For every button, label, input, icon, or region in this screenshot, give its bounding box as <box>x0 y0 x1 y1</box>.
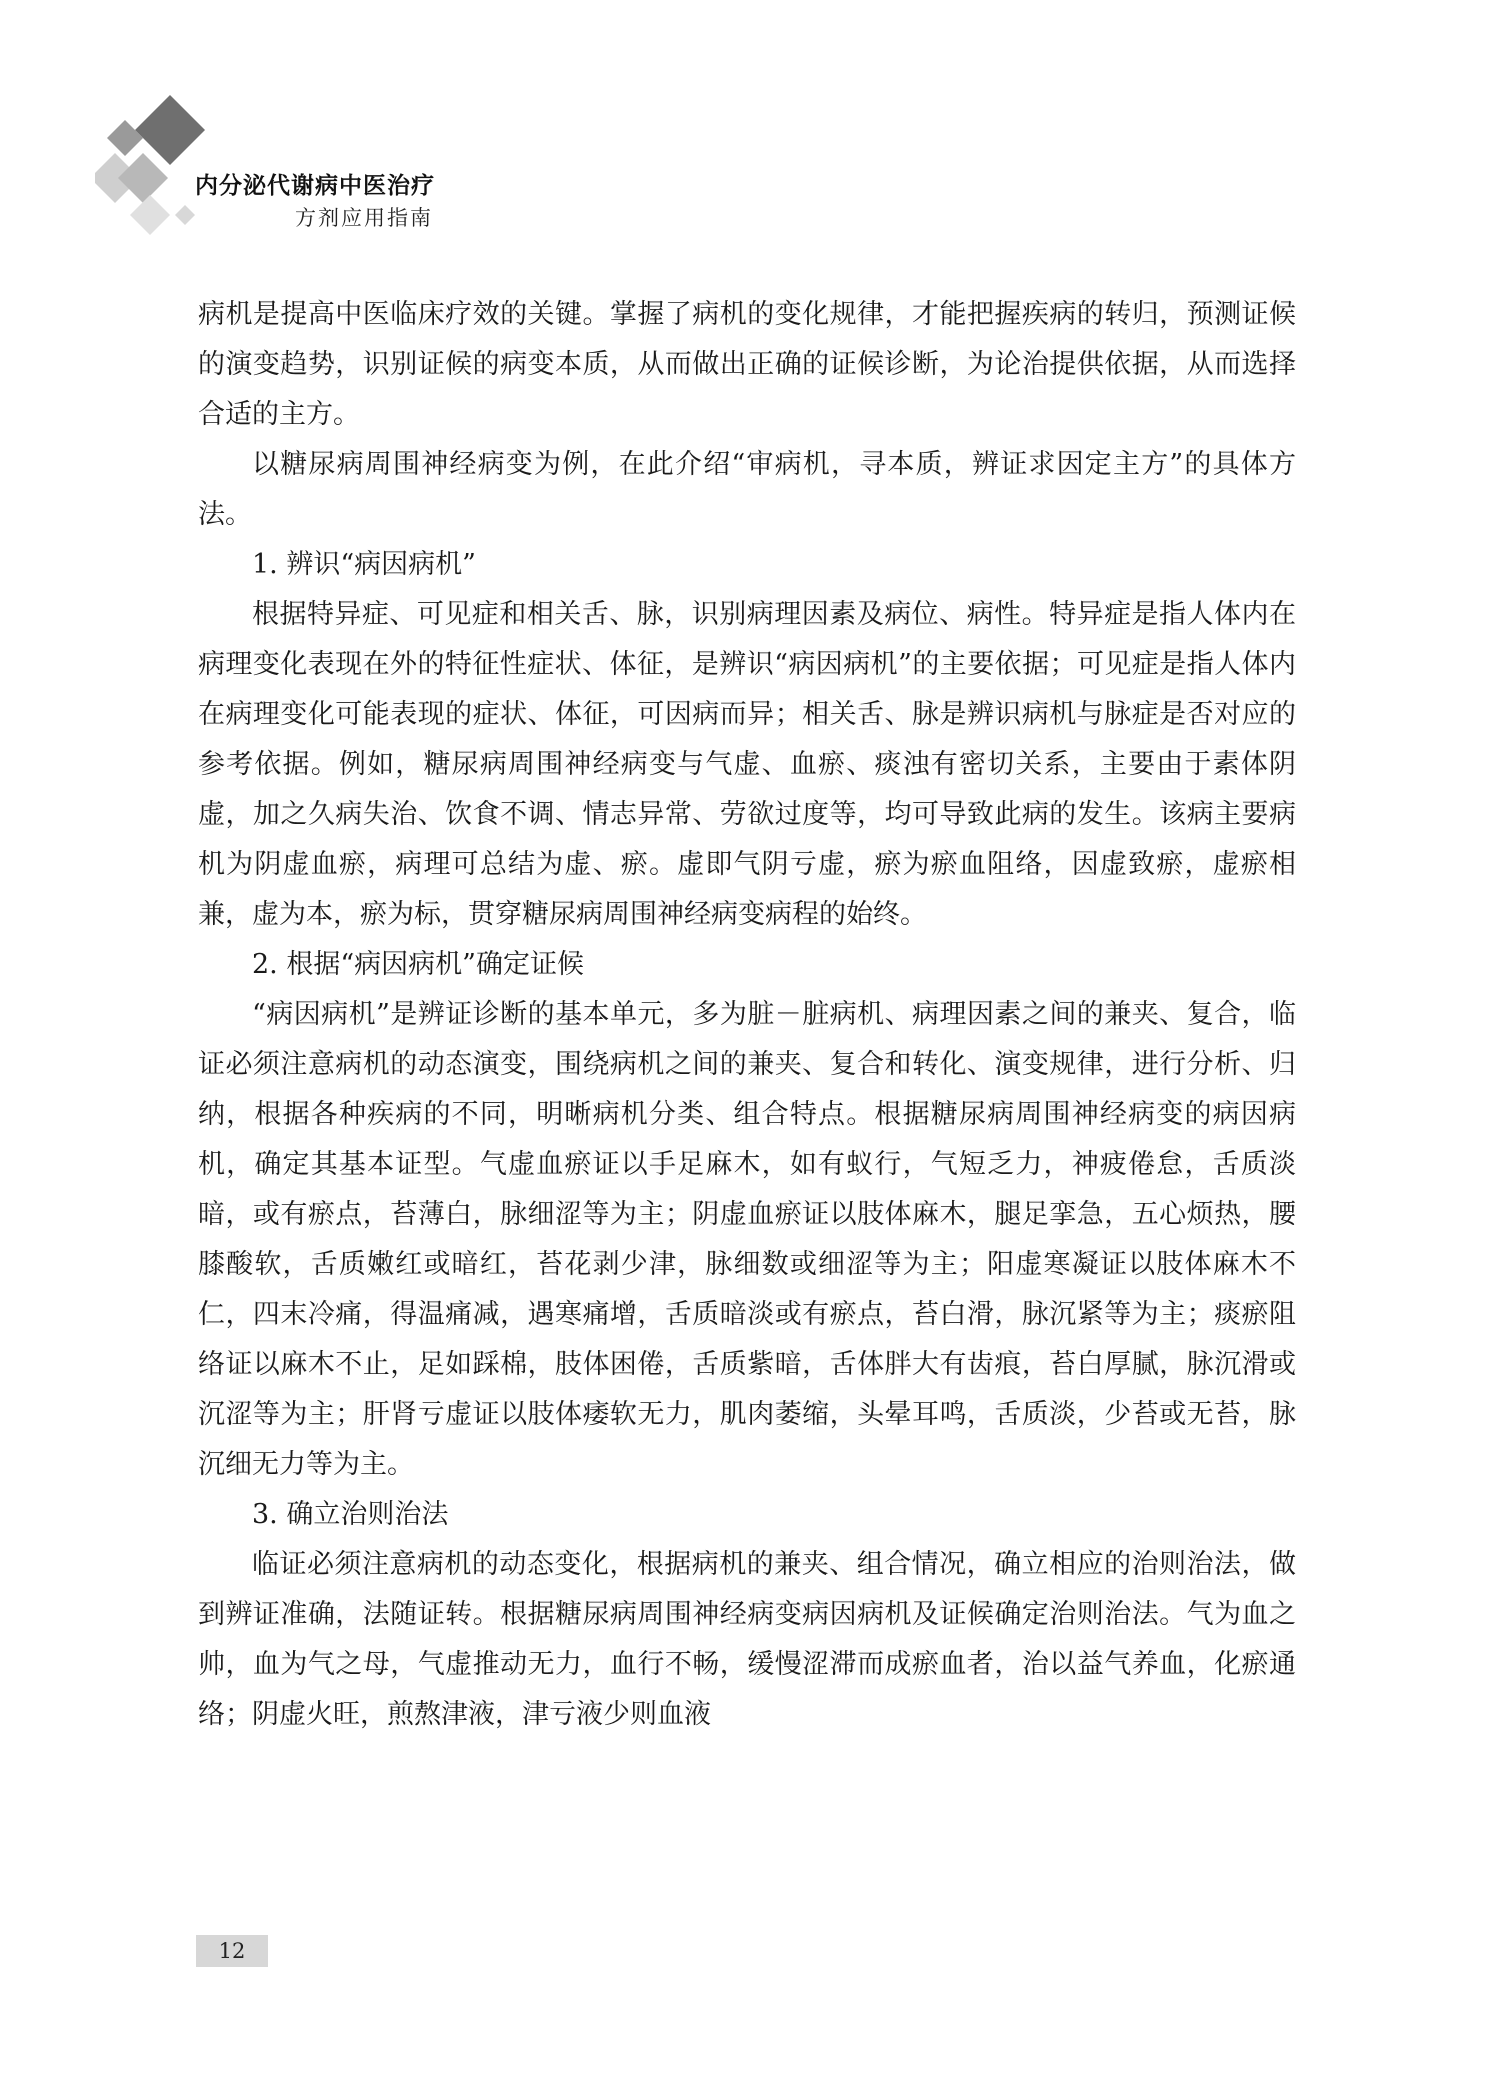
book-title: 内分泌代谢病中医治疗 <box>195 173 435 199</box>
section-heading: 1. 辨识“病因病机” <box>252 549 476 580</box>
body-paragraph: 以糖尿病周围神经病变为例，在此介绍“审病机，寻本质，辨证求因定主方”的具体方法。 <box>198 449 1296 530</box>
page-number: 12 <box>196 1935 268 1967</box>
page-body <box>198 290 1296 1740</box>
body-paragraph: 根据特异症、可见症和相关舌、脉，识别病理因素及病位、病性。特异症是指人体内在病理变化表现在外的特征性症状、体征，是辨识“病因病机”的主要依据；可见症是指人体内在病理变化可能表现的症状、体征，可因病而异；相关舌、脉是辨识病机与脉症是否对应的参考依据。例如，糖尿病周围神经病变与气虚、血瘀、痰浊有密切关系，主要由于素体阴虚，加之久病失治、饮食不调、情志异常、劳欲过度等，均可导致此病的发生。该病主要病机为阴虚血瘀，病理可总结为虚、瘀。虚即气阴亏虚，瘀为瘀血阻络，因虚致瘀，虚瘀相兼，虚为本，瘀为标，贯穿糖尿病周围神经病变病程的始终。 <box>198 599 1296 930</box>
running-header <box>195 170 455 234</box>
body-paragraph: 临证必须注意病机的动态变化，根据病机的兼夹、组合情况，确立相应的治则治法，做到辨证准确，法随证转。根据糖尿病周围神经病变病因病机及证候确定治则治法。气为血之帅，血为气之母，气虚推动无力，血行不畅，缓慢涩滞而成瘀血者，治以益气养血，化瘀通络；阴虚火旺，煎熬津液，津亏液少则血液 <box>198 1549 1296 1730</box>
book-subtitle: 方剂应用指南 <box>295 206 433 230</box>
section-heading: 3. 确立治则治法 <box>252 1499 449 1530</box>
body-paragraph: 病机是提高中医临床疗效的关键。掌握了病机的变化规律，才能把握疾病的转归，预测证候的演变趋势，识别证候的病变本质，从而做出正确的证候诊断，为论治提供依据，从而选择合适的主方。 <box>198 299 1296 430</box>
section-heading: 2. 根据“病因病机”确定证候 <box>252 949 584 980</box>
body-paragraph: “病因病机”是辨证诊断的基本单元，多为脏－脏病机、病理因素之间的兼夹、复合，临证必须注意病机的动态演变，围绕病机之间的兼夹、复合和转化、演变规律，进行分析、归纳，根据各种疾病的不同，明晰病机分类、组合特点。根据糖尿病周围神经病变的病因病机，确定其基本证型。气虚血瘀证以手足麻木，如有蚁行，气短乏力，神疲倦怠，舌质淡暗，或有瘀点，苔薄白，脉细涩等为主；阴虚血瘀证以肢体麻木，腿足挛急，五心烦热，腰膝酸软，舌质嫩红或暗红，苔花剥少津，脉细数或细涩等为主；阳虚寒凝证以肢体麻木不仁，四末冷痛，得温痛减，遇寒痛增，舌质暗淡或有瘀点，苔白滑，脉沉紧等为主；痰瘀阻络证以麻木不止，足如踩棉，肢体困倦，舌质紫暗，舌体胖大有齿痕，苔白厚腻，脉沉滑或沉涩等为主；肝肾亏虚证以肢体痿软无力，肌肉萎缩，头晕耳鸣，舌质淡，少苔或无苔，脉沉细无力等为主。 <box>198 999 1296 1480</box>
